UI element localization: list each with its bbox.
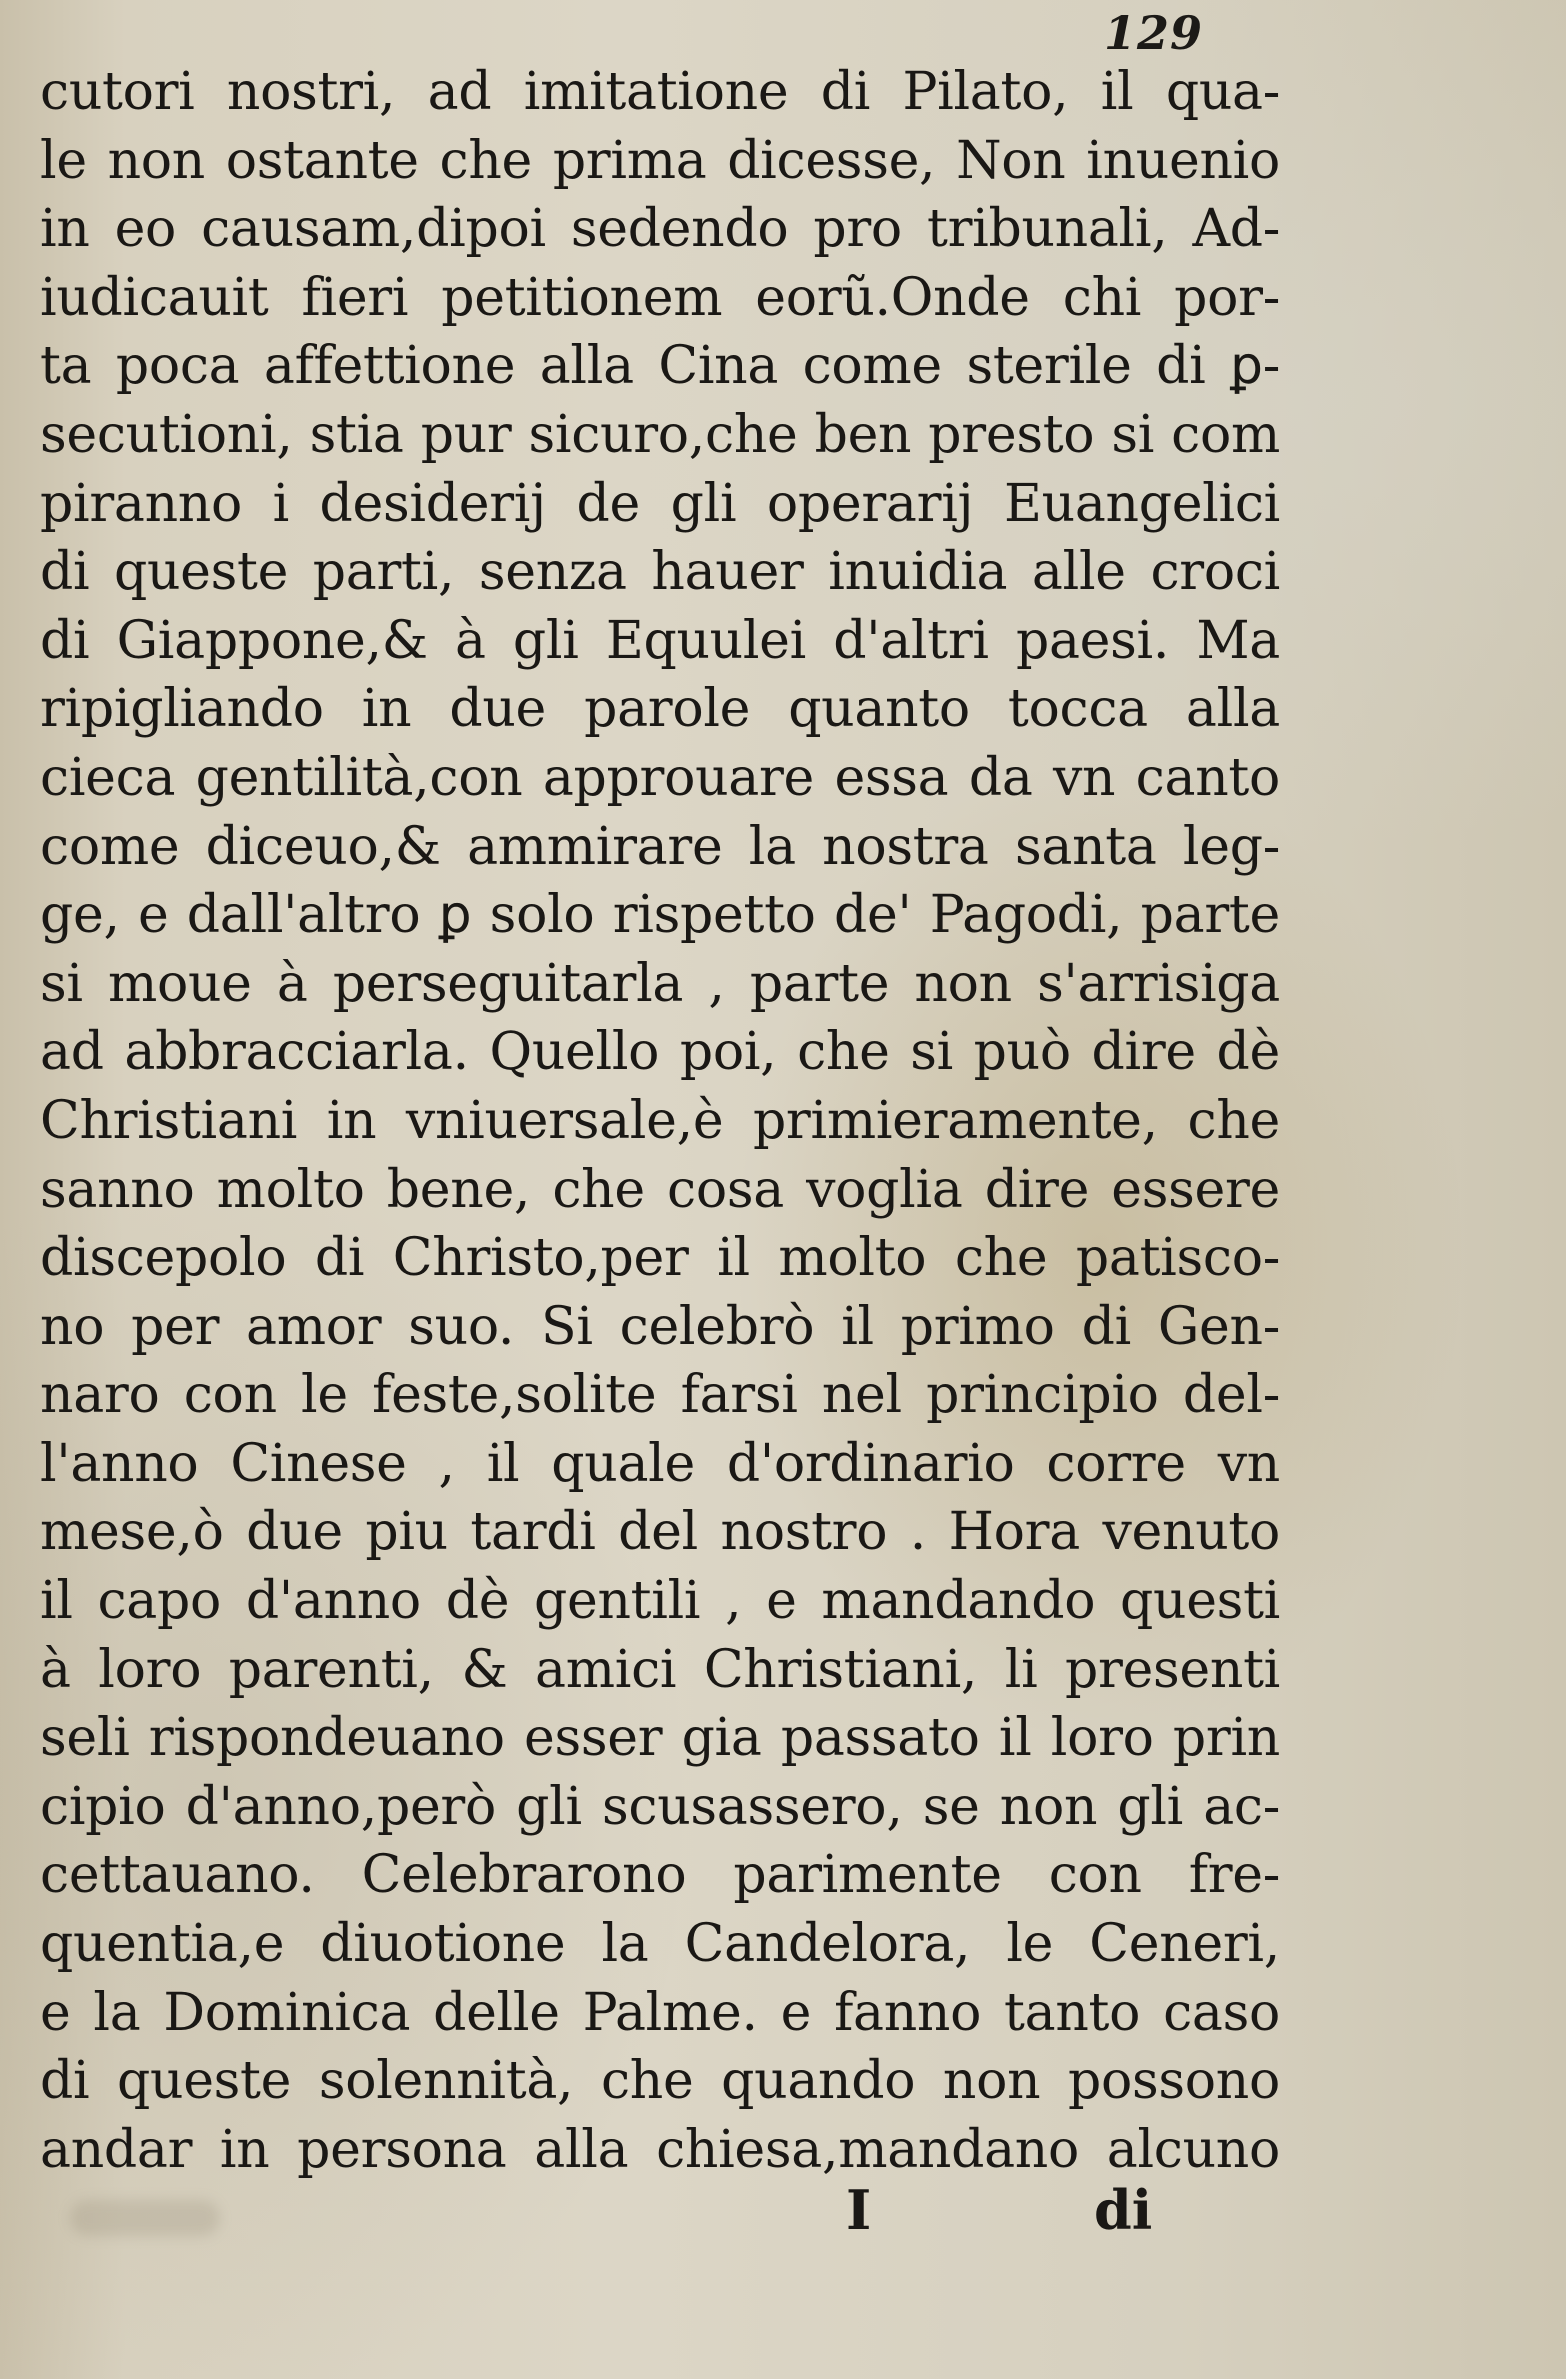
page-footer [0, 2178, 1566, 2248]
text-line: cipio d'anno,però gli scusassero, se non gli ac- [40, 1776, 1280, 1837]
text-line: ad abbracciarla. Quello poi, che si può dire dè [40, 1022, 1280, 1083]
text-line: cutori nostri, ad imitatione di Pilato, il qua- [40, 62, 1280, 122]
signature-mark: I [846, 2178, 872, 2242]
text-line: andar in persona alla chiesa,mandano alcuno [40, 2119, 1280, 2180]
text-line: naro con le feste,solite farsi nel principio del- [40, 1365, 1280, 1426]
text-line: di Giappone,& à gli Equulei d'altri paesi. Ma [40, 610, 1280, 671]
text-line: mese,ò due piu tardi del nostro . Hora venuto [40, 1502, 1280, 1563]
text-line: come diceuo,& ammirare la nostra santa leg- [40, 816, 1280, 877]
text-line: le non ostante che prima dicesse, Non inuenio [40, 130, 1280, 191]
text-line: ripigliando in due parole quanto tocca alla [40, 679, 1280, 740]
text-line: il capo d'anno dè gentili , e mandando questi [40, 1571, 1280, 1632]
text-line: di queste solennità, che quando non possono [40, 2051, 1280, 2112]
text-line: ta poca affettione alla Cina come sterile di ꝑ- [40, 336, 1280, 397]
text-line: di queste parti, senza hauer inuidia alle croci [40, 542, 1280, 603]
text-line: cieca gentilità,con approuare essa da vn canto [40, 747, 1280, 808]
text-line: secutioni, stia pur sicuro,che ben presto si com [40, 404, 1280, 465]
text-line: quentia,e diuotione la Candelora, le Ceneri, [40, 1914, 1280, 1975]
text-line: iudicauit fieri petitionem eorũ.Onde chi por- [40, 267, 1280, 328]
text-line: piranno i desiderij de gli operarij Euangelici [40, 473, 1280, 534]
text-line: l'anno Cinese , il quale d'ordinario corre vn [40, 1433, 1280, 1494]
text-line: no per amor suo. Si celebrò il primo di Gen- [40, 1296, 1280, 1357]
text-line: à loro parenti, & amici Christiani, li presenti [40, 1639, 1280, 1700]
text-line: in eo causam,dipoi sedendo pro tribunali, Ad- [40, 199, 1280, 260]
text-line: ge, e dall'altro ꝑ solo rispetto de' Pagodi, parte [40, 885, 1280, 946]
catchword: di [1094, 2178, 1153, 2242]
text-line: e la Dominica delle Palme. e fanno tanto caso [40, 1982, 1280, 2043]
text-line: cettauano. Celebrarono parimente con fre- [40, 1845, 1280, 1906]
text-line: discepolo di Christo,per il molto che patisco- [40, 1228, 1280, 1289]
text-line: seli rispondeuano esser gia passato il loro prin [40, 1708, 1280, 1769]
body-text [40, 58, 1280, 2184]
text-line: Christiani in vniuersale,è primieramente, che [40, 1090, 1280, 1151]
page-number: 129 [1104, 6, 1204, 60]
text-line: sanno molto bene, che cosa voglia dire essere [40, 1159, 1280, 1220]
text-line: si moue à perseguitarla , parte non s'arrisiga [40, 953, 1280, 1014]
